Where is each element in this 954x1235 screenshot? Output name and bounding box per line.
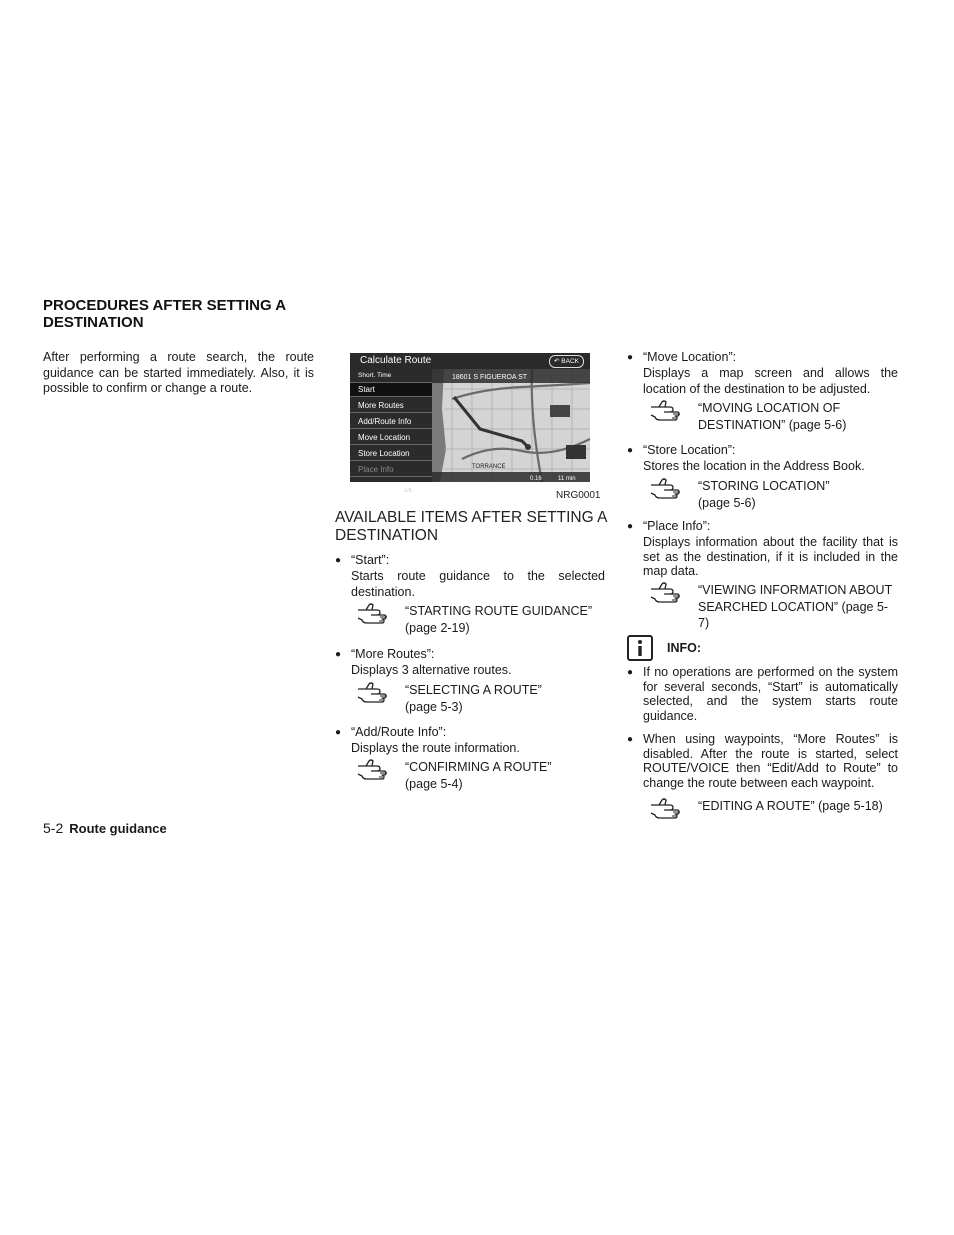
bullet-icon: ● xyxy=(335,727,342,738)
reference-hand-icon xyxy=(650,582,684,604)
figure-caption: NRG0001 xyxy=(556,490,601,501)
back-button: ↶ BACK xyxy=(549,355,584,368)
reference-hand-icon xyxy=(357,603,391,625)
route-map xyxy=(432,369,590,482)
map-time-label: 11 min xyxy=(558,476,576,482)
screen-title-bar xyxy=(350,353,590,369)
menu-item-store-location: Store Location xyxy=(350,447,432,461)
reference-hand-icon xyxy=(650,798,684,820)
reference-hand-icon xyxy=(357,682,391,704)
back-arrow-icon: ↶ xyxy=(554,358,560,365)
available-items-heading: AVAILABLE ITEMS AFTER SETTING A DESTINATION xyxy=(335,509,607,544)
page-number: 5-2 xyxy=(43,820,64,836)
menu-item-add-route-info: Add/Route Info xyxy=(350,415,432,429)
route-menu xyxy=(350,369,432,494)
menu-item-move-location: Move Location xyxy=(350,431,432,445)
bullet-icon: ● xyxy=(627,445,634,456)
info-label: INFO: xyxy=(667,641,702,655)
menu-item-more-routes: More Routes xyxy=(350,399,432,413)
map-distance-label: 0.16 xyxy=(530,476,542,482)
menu-item-place-info: Place Info xyxy=(350,463,432,477)
page-footer xyxy=(43,820,167,836)
bullet-icon: ● xyxy=(335,649,342,660)
reference-hand-icon xyxy=(650,400,684,422)
navigation-screenshot xyxy=(350,353,590,494)
footer-section-title: Route guidance xyxy=(69,821,167,836)
reference-hand-icon xyxy=(357,759,391,781)
bullet-icon: ● xyxy=(627,521,634,532)
map-city-label: TORRANCE xyxy=(472,464,506,470)
bullet-icon: ● xyxy=(627,734,634,745)
page-indicator: 1/6 xyxy=(404,488,412,494)
menu-item-short-time: Short. Time xyxy=(350,369,432,383)
map-graphic xyxy=(432,369,590,482)
reference-hand-icon xyxy=(650,478,684,500)
intro-paragraph: After performing a route search, the route guidance can be started immediately. Also, it is possible to confirm or change a route. xyxy=(43,350,314,395)
screen-title: Calculate Route xyxy=(360,355,432,366)
bullet-icon: ● xyxy=(627,352,634,363)
info-icon xyxy=(627,635,653,661)
map-street-label: 18601 S FIGUEROA ST xyxy=(452,374,528,381)
bullet-icon: ● xyxy=(627,667,634,678)
section-title: PROCEDURES AFTER SETTING A DESTINATION xyxy=(43,297,286,331)
menu-item-start: Start xyxy=(350,383,432,397)
bullet-icon: ● xyxy=(335,555,342,566)
